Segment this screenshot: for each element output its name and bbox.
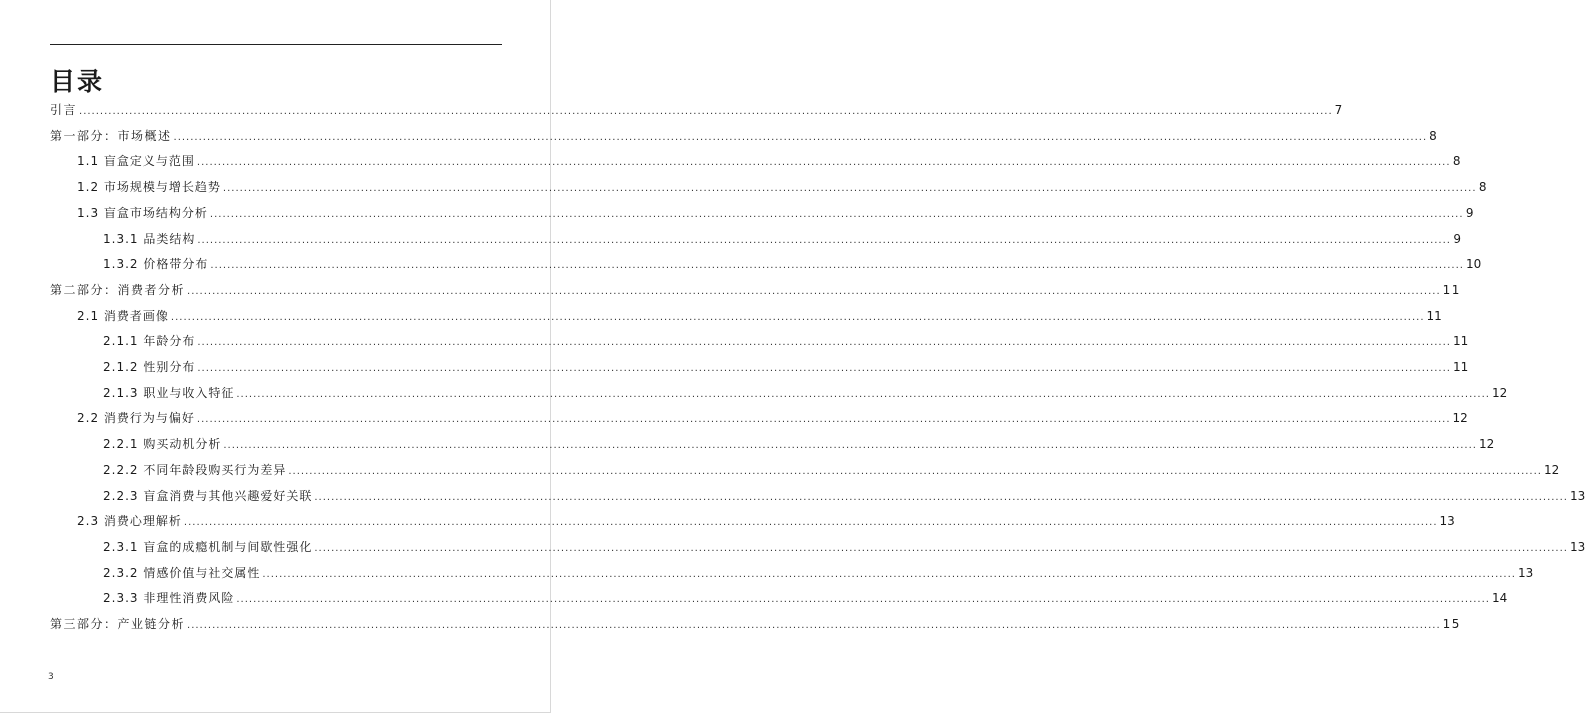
toc-dot-leader: ............................................................................................................................................................................................................................................................................................................ [79, 106, 1333, 117]
toc-entry-label: 第二部分：消费者分析 [50, 282, 186, 297]
toc-entry[interactable] [103, 434, 1495, 454]
header-rule [50, 44, 502, 45]
toc-entry[interactable] [103, 254, 1482, 274]
toc-entry-page: 11 [1426, 308, 1442, 323]
toc-dot-leader: ............................................................................................................................................................................................................................................................................................................ [197, 337, 1451, 349]
toc-entry-label: 2.2.1 购买动机分析 [103, 437, 222, 452]
toc-entry-page: 13 [1569, 539, 1585, 554]
toc-entry[interactable] [103, 537, 1585, 557]
toc-entry-page: 15 [1442, 617, 1461, 631]
toc-entry-label: 2.3.2 情感价值与社交属性 [103, 565, 261, 580]
toc-entry-label: 2.1.3 职业与收入特征 [103, 385, 235, 400]
toc-dot-leader: ............................................................................................................................................................................................................................................................................................................ [196, 157, 1451, 169]
toc-entry[interactable] [103, 383, 1508, 403]
toc-entry[interactable] [103, 563, 1534, 583]
toc-entry-label: 1.1 盲盒定义与范围 [77, 154, 195, 169]
toc-entry-label: 2.2 消费行为与偏好 [77, 411, 195, 426]
toc-dot-leader: ............................................................................................................................................................................................................................................................................................................ [314, 491, 1568, 503]
toc-dot-leader: ............................................................................................................................................................................................................................................................................................................ [183, 517, 1438, 529]
toc-dot-leader: ............................................................................................................................................................................................................................................................................................................ [173, 131, 1428, 143]
toc-dot-leader: ............................................................................................................................................................................................................................................................................................................ [222, 183, 1477, 195]
toc-dot-leader: ............................................................................................................................................................................................................................................................................................................ [187, 620, 1441, 631]
toc-entry-page: 8 [1452, 154, 1461, 169]
toc-dot-leader: ............................................................................................................................................................................................................................................................................................................ [187, 285, 1441, 297]
toc-entry-page: 9 [1465, 205, 1474, 220]
toc-entry-page: 12 [1478, 437, 1495, 452]
toc-entry-page: 11 [1452, 360, 1469, 374]
toc-entry-label: 2.3.1 盲盒的成瘾机制与间歇性强化 [103, 539, 313, 554]
toc-entry[interactable] [103, 331, 1469, 351]
toc-entry[interactable] [103, 486, 1585, 506]
toc-entry[interactable] [103, 357, 1469, 377]
toc-entry[interactable] [50, 280, 1461, 300]
toc-entry-page: 14 [1491, 591, 1508, 606]
toc-entry-page: 11 [1452, 334, 1469, 349]
toc-entry[interactable] [103, 229, 1461, 249]
toc-entry-label: 引言 [50, 103, 78, 117]
toc-entry-page: 12 [1543, 462, 1560, 477]
toc-dot-leader: ............................................................................................................................................................................................................................................................................................................ [196, 414, 1451, 426]
toc-entry-label: 2.2.3 盲盒消费与其他兴趣爱好关联 [103, 488, 313, 503]
page-number: 3 [48, 672, 54, 682]
toc-entry[interactable] [77, 177, 1487, 197]
toc-dot-leader: ............................................................................................................................................................................................................................................................................................................ [314, 542, 1568, 554]
toc-entry-page: 13 [1569, 488, 1585, 503]
toc-entry-label: 第三部分：产业链分析 [50, 617, 186, 631]
toc-entry[interactable] [50, 100, 1344, 120]
toc-dot-leader: ............................................................................................................................................................................................................................................................................................................ [209, 208, 1464, 220]
toc-entry-page: 7 [1334, 103, 1344, 117]
toc-dot-leader: ............................................................................................................................................................................................................................................................................................................ [223, 440, 1477, 452]
toc-entry-label: 1.3 盲盒市场结构分析 [77, 205, 208, 220]
toc-entry[interactable] [103, 460, 1560, 480]
toc-entry[interactable] [77, 203, 1474, 223]
toc-dot-leader: ............................................................................................................................................................................................................................................................................................................ [210, 260, 1464, 272]
toc-entry-page: 12 [1491, 385, 1508, 400]
toc-entry[interactable] [77, 408, 1468, 428]
toc-dot-leader: ............................................................................................................................................................................................................................................................................................................ [197, 234, 1451, 246]
toc-entry-label: 2.3.3 非理性消费风险 [103, 591, 235, 606]
toc-dot-leader: ............................................................................................................................................................................................................................................................................................................ [170, 311, 1425, 323]
toc-entry[interactable] [77, 151, 1461, 171]
toc-entry-label: 1.3.2 价格带分布 [103, 257, 209, 272]
toc-entry[interactable] [50, 614, 1461, 634]
toc-entry-label: 2.1.2 性别分布 [103, 360, 196, 374]
toc-entry-page: 8 [1478, 180, 1487, 195]
toc-entry-page: 9 [1453, 231, 1461, 246]
toc-entry-page: 13 [1517, 565, 1534, 580]
toc-entry-page: 12 [1452, 411, 1468, 426]
toc-entry[interactable] [77, 306, 1442, 326]
toc-entry-label: 2.2.2 不同年龄段购买行为差异 [103, 462, 287, 477]
toc-entry-page: 10 [1465, 257, 1482, 272]
toc-entry-page: 13 [1439, 514, 1455, 529]
toc-dot-leader: ............................................................................................................................................................................................................................................................................................................ [288, 465, 1542, 477]
toc-entry-label: 2.1.1 年龄分布 [103, 334, 196, 349]
toc-dot-leader: ............................................................................................................................................................................................................................................................................................................ [236, 594, 1490, 606]
toc-title: 目录 [50, 67, 105, 96]
toc-entry-page: 8 [1429, 128, 1439, 143]
toc-entry-label: 第一部分：市场概述 [50, 128, 172, 143]
toc-entry-label: 1.2 市场规模与增长趋势 [77, 180, 221, 195]
toc-entry-label: 2.3 消费心理解析 [77, 514, 182, 529]
toc-dot-leader: ............................................................................................................................................................................................................................................................................................................ [236, 388, 1490, 400]
toc-entry[interactable] [77, 511, 1455, 531]
toc-dot-leader: ............................................................................................................................................................................................................................................................................................................ [262, 568, 1516, 580]
toc-entry[interactable] [103, 588, 1508, 608]
toc-entry-label: 2.1 消费者画像 [77, 308, 169, 323]
toc-dot-leader: ............................................................................................................................................................................................................................................................................................................ [197, 363, 1451, 374]
toc-entry-page: 11 [1442, 282, 1461, 297]
toc-entry[interactable] [50, 126, 1439, 146]
toc-entry-label: 1.3.1 品类结构 [103, 231, 196, 246]
